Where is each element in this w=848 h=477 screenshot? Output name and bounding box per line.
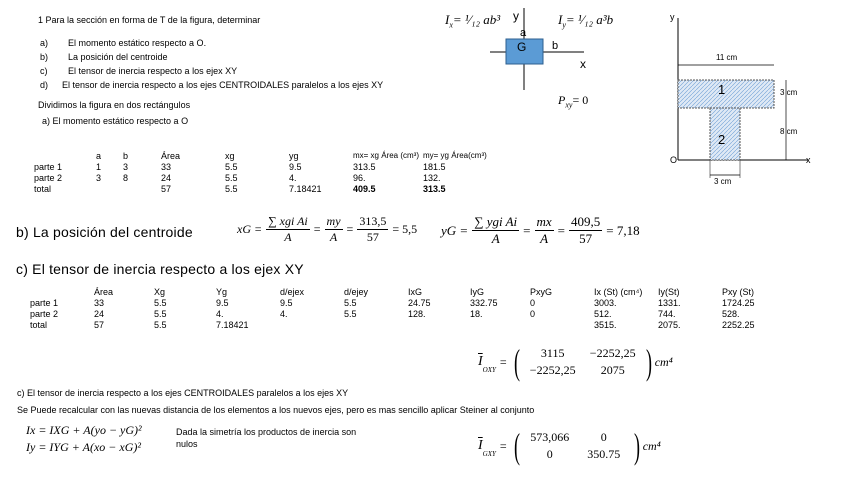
table-cell: 132.: [423, 172, 441, 183]
table-row: [34, 183, 493, 194]
table-cell: 573,066: [530, 430, 570, 444]
pxy-formula: $P_{xy}= 0$: [558, 93, 589, 110]
table-cell: 33: [161, 161, 172, 172]
rect-x-label: x: [580, 57, 586, 71]
table-cell: 4.: [289, 172, 297, 183]
table-cell: 7.18421: [289, 183, 322, 194]
table-cell: 5.5: [225, 183, 238, 194]
static-moment-table: [34, 150, 493, 194]
table-cell: 1724.25: [722, 297, 755, 308]
list-item: La posición del centroide: [68, 52, 168, 62]
subheading-a: a) El momento estático respecto a O: [42, 116, 189, 126]
table-cell: ∑ xgi Ai A: [268, 214, 308, 244]
table-cell: [34, 150, 96, 161]
table-cell: ∑ ygi Ai A: [474, 214, 518, 246]
steiner-text: Se Puede recalcular con las nuevas distancia de los elementos a los nuevos ejes, pero es mas sencillo aplicar Steiner al conjunto: [17, 405, 535, 415]
table-cell: parte 1: [34, 161, 63, 172]
table-header-row: [34, 150, 493, 161]
table-cell: 5.5: [154, 297, 167, 308]
section-b-heading: b) La posición del centroide: [16, 224, 193, 240]
list-marker: c): [40, 66, 48, 76]
table-row: [30, 297, 782, 308]
table-cell: 7.18421: [216, 319, 249, 330]
table-cell: 8: [123, 172, 129, 183]
table-cell: 24: [161, 172, 172, 183]
table-cell: [344, 319, 408, 330]
table-cell: 2252.25: [722, 319, 755, 330]
table-cell: 0: [530, 297, 536, 308]
t-y-label: y: [670, 12, 675, 22]
table-cell: =: [523, 222, 531, 238]
table-cell: parte 1: [30, 297, 59, 308]
table-header: a: [96, 150, 102, 161]
table-cell: 744.: [658, 308, 676, 319]
ix-formula: $I_x=$ ¹⁄₁₂ ab³: [445, 12, 501, 30]
table-cell: Iy(St): [658, 286, 680, 297]
t-origin-label: O: [670, 155, 678, 165]
table-cell: 18.: [470, 308, 483, 319]
rect-b-label: b: [552, 40, 559, 52]
table-cell: 313,5 57: [359, 214, 387, 244]
tensor-oxy: $\overline{I}$ $_{OXY}$ = ( 3115 −2252,25 −2252,25 2075 ) cm⁴: [478, 342, 673, 382]
table-row: [30, 308, 782, 319]
table-cell: 3515.: [594, 319, 617, 330]
tensor-gxy: $\overline{I}$ $_{GXY}$ = ( 573,066 0 0 350.75 ) cm⁴: [478, 426, 661, 466]
section-c-heading: c) El tensor de inercia respecto a los ejex XY: [16, 261, 304, 277]
table-cell: xG =: [237, 222, 263, 236]
table-cell: Ix (St) (cm⁴): [594, 286, 643, 297]
table-cell: 350.75: [587, 447, 621, 461]
table-cell: 4.: [216, 308, 224, 319]
table-cell: 5.5: [154, 319, 167, 330]
table-cell: 96.: [353, 172, 366, 183]
table-cell: Pxy (St): [722, 286, 755, 297]
list-item: El momento estático respecto a O.: [68, 38, 207, 48]
t-dim-8-label: 8 cm: [780, 127, 798, 136]
table-cell: 2075.: [658, 319, 681, 330]
rect-y-label: y: [513, 9, 519, 23]
symmetry-text-1: Dada la simetría los productos de inercia son: [176, 427, 357, 437]
xg-formula: [236, 213, 418, 246]
table-row: [34, 161, 493, 172]
section-d-heading: c) El tensor de inercia respecto a los ejes CENTROIDALES paralelos a los ejes XY: [17, 388, 349, 398]
t-dim-bottom-label: 3 cm: [714, 177, 732, 186]
table-cell: 0: [600, 430, 607, 444]
table-cell: Área: [94, 286, 114, 297]
table-cell: 3115: [540, 346, 565, 360]
table-cell: 9.5: [280, 297, 293, 308]
table-header: Área: [161, 150, 181, 161]
table-cell: 528.: [722, 308, 740, 319]
table-cell: mx A: [536, 214, 552, 246]
table-cell: 5.5: [154, 308, 167, 319]
table-cell: = 7,18: [606, 222, 640, 238]
table-cell: 9.5: [216, 297, 229, 308]
table-cell: 0: [530, 308, 536, 319]
steiner-ix-formula: Ix = IXG + A(yo − yG)²: [26, 423, 142, 437]
list-marker: a): [40, 38, 49, 48]
table-cell: d/ejey: [344, 286, 369, 297]
table-cell: IyG: [470, 286, 485, 297]
flange-rect: [678, 80, 774, 108]
table-cell: yG =: [441, 222, 469, 238]
table-cell: IxG: [408, 286, 423, 297]
table-header: xg: [225, 150, 235, 161]
table-cell: 24.75: [408, 297, 431, 308]
table-cell: 0: [546, 447, 553, 461]
table-header: mx= xg Área (cm³): [353, 151, 420, 160]
table-cell: =: [557, 222, 566, 238]
table-cell: 3: [96, 172, 102, 183]
part-1-label: 1: [718, 82, 726, 97]
yg-formula: [440, 213, 641, 248]
steiner-iy-formula: Iy = IYG + A(xo − xG)²: [26, 440, 141, 454]
table-cell: total: [34, 183, 52, 194]
table-cell: [530, 319, 594, 330]
table-cell: [30, 286, 94, 297]
table-cell: 5.5: [344, 308, 357, 319]
table-cell: parte 2: [34, 172, 63, 183]
table-cell: 9.5: [289, 161, 302, 172]
table-cell: 128.: [408, 308, 426, 319]
table-cell: 409.5: [353, 183, 376, 194]
table-cell: 4.: [280, 308, 288, 319]
table-cell: 5.5: [225, 161, 238, 172]
list-item: El tensor de inercia respecto a los ejes CENTROIDALES paralelos a los ejes XY: [62, 80, 384, 90]
table-cell: Yg: [216, 286, 228, 297]
table-cell: 33: [94, 297, 105, 308]
table-cell: −2252,25: [529, 363, 576, 377]
rectangle-figure: [488, 2, 588, 92]
part-2-label: 2: [718, 132, 726, 147]
table-cell: 313.5: [353, 161, 376, 172]
table-cell: my A: [326, 214, 341, 244]
table-header: my= yg Área(cm³): [423, 151, 487, 160]
t-dim-3-label: 3 cm: [780, 88, 798, 97]
list-marker: d): [40, 80, 49, 90]
table-cell: Xg: [154, 286, 166, 297]
table-cell: = 5,5: [392, 222, 418, 236]
table-row: [30, 319, 782, 330]
table-header: b: [123, 150, 129, 161]
table-cell: 332.75: [470, 297, 498, 308]
t-dim-top-label: 11 cm: [716, 53, 738, 62]
table-cell: 313.5: [423, 183, 446, 194]
t-section-figure: [660, 10, 820, 190]
table-cell: total: [30, 319, 48, 330]
inertia-table: [30, 286, 782, 330]
table-cell: 57: [94, 319, 105, 330]
table-cell: 512.: [594, 308, 612, 319]
table-row: [34, 172, 493, 183]
table-cell: 1: [96, 161, 102, 172]
rect-a-label: a: [520, 27, 527, 39]
iy-formula: $I_y=$ ¹⁄₁₂ a³b: [558, 12, 614, 30]
table-cell: parte 2: [30, 308, 59, 319]
table-cell: 5.5: [225, 172, 238, 183]
list-item: El tensor de inercia respecto a los ejex XY: [68, 66, 238, 76]
divide-text: Dividimos la figura en dos rectángulos: [38, 100, 191, 110]
table-cell: 1331.: [658, 297, 681, 308]
table-cell: 409,5 57: [571, 214, 601, 246]
table-cell: 57: [161, 183, 172, 194]
table-cell: [470, 319, 530, 330]
table-cell: [123, 183, 161, 194]
t-x-label: x: [806, 155, 811, 165]
table-cell: PxyG: [530, 286, 553, 297]
table-cell: =: [346, 222, 354, 236]
table-cell: 3003.: [594, 297, 617, 308]
table-cell: 2075: [600, 363, 625, 377]
list-marker: b): [40, 52, 49, 62]
table-cell: 181.5: [423, 161, 446, 172]
table-header: yg: [289, 150, 299, 161]
table-cell: [96, 183, 123, 194]
table-cell: −2252,25: [589, 346, 636, 360]
table-header-row: [30, 286, 782, 297]
rect-g-label: G: [517, 40, 527, 54]
table-cell: d/ejex: [280, 286, 305, 297]
symmetry-text-2: nulos: [176, 439, 198, 449]
table-cell: 5.5: [344, 297, 357, 308]
table-cell: [408, 319, 470, 330]
table-cell: 24: [94, 308, 105, 319]
table-cell: 3: [123, 161, 129, 172]
table-cell: [280, 319, 344, 330]
problem-title: 1 Para la sección en forma de T de la figura, determinar: [38, 15, 261, 25]
table-cell: =: [313, 222, 321, 236]
